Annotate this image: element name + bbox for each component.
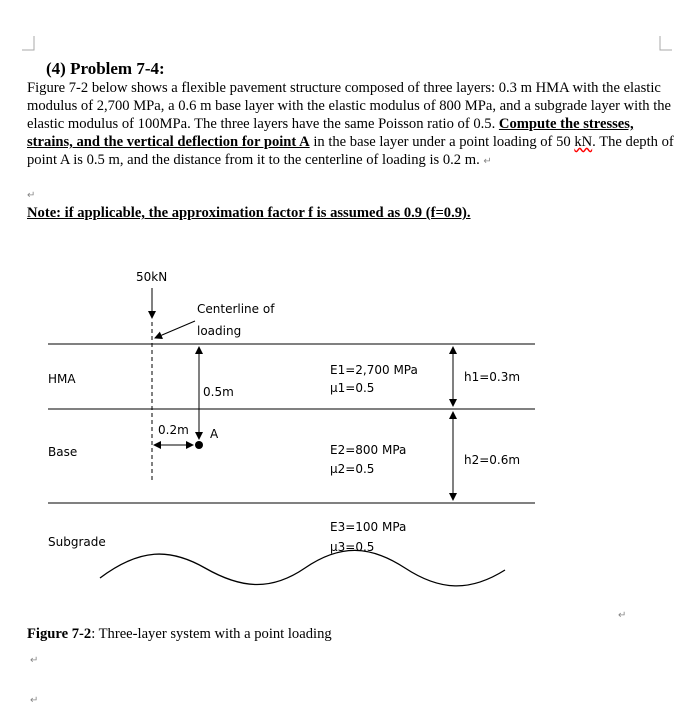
- centerline-label: Centerline of: [197, 302, 275, 316]
- problem-title: (4) Problem 7-4:: [46, 59, 165, 78]
- mu1-label: μ1=0.5: [330, 381, 375, 395]
- h2-label: h2=0.6m: [464, 453, 521, 467]
- note: Note: if applicable, the approximation factor f is assumed as 0.9 (f=0.9).: [27, 205, 471, 221]
- paragraph-mark: ↵: [618, 610, 627, 621]
- problem-statement: Figure 7-2 below shows a flexible pavement structure composed of three layers: 0.3 m HMA with the elastic modulus of 2,700 MPa, a 0.6 m base layer with the elastic modulus of 800 MPa, and a subgrade layer with the elastic modulus of 100MPa. The three layers have the same Poisson ratio of 0.5. Compute the stresses, strains, and the vertical deflection for point A in the base layer under a point loading of 50 kN. The depth of point A is 0.5 m, and the distance from it to the centerline of loading is 0.2 m. ↵: [27, 80, 674, 168]
- paragraph-mark: ↵: [30, 695, 39, 706]
- e3-label: E3=100 MPa: [330, 520, 407, 534]
- centerline-label-2: loading: [197, 324, 242, 338]
- figure-caption: Figure 7-2: Three-layer system with a point loading: [27, 626, 332, 642]
- subgrade-wave: [100, 550, 505, 586]
- leader-line: [155, 321, 195, 338]
- h1-label: h1=0.3m: [464, 370, 521, 384]
- mu3-label: μ3=0.5: [330, 540, 375, 554]
- e2-label: E2=800 MPa: [330, 443, 407, 457]
- point-a-label: A: [210, 427, 219, 441]
- subgrade-label: Subgrade: [48, 535, 106, 549]
- base-label: Base: [48, 445, 78, 459]
- offset-label: 0.2m: [158, 423, 189, 437]
- depth-label: 0.5m: [203, 385, 234, 399]
- paragraph-mark: ↵: [30, 655, 39, 666]
- paragraph-mark: ↵: [27, 190, 36, 201]
- e1-label: E1=2,700 MPa: [330, 363, 418, 377]
- mu2-label: μ2=0.5: [330, 462, 375, 476]
- point-a: [195, 441, 203, 449]
- hma-label: HMA: [48, 372, 76, 386]
- load-label: 50kN: [136, 270, 168, 284]
